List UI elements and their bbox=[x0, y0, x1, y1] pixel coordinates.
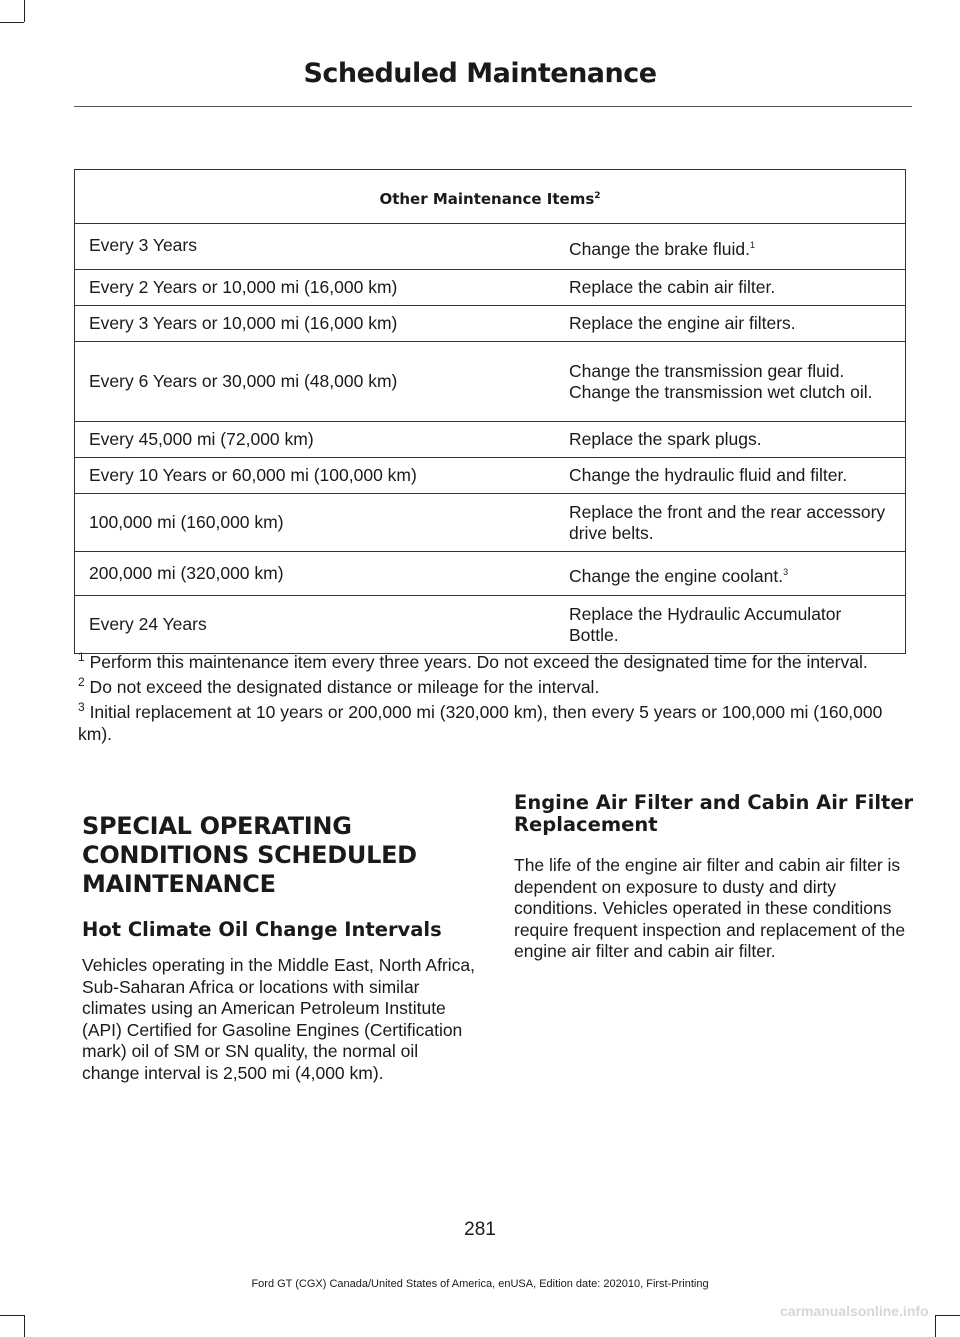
item-cell: Change the transmission gear fluid. Change the transmission wet clutch oil. bbox=[551, 342, 906, 422]
sub-heading: Engine Air Filter and Cabin Air Filter Replacement bbox=[514, 791, 914, 836]
item-cell bbox=[551, 552, 906, 596]
footnote-text: Perform this maintenance item every three years. Do not exceed the designated time for the interval. bbox=[89, 652, 868, 672]
interval-cell: Every 45,000 mi (72,000 km) bbox=[75, 422, 552, 458]
table-row bbox=[75, 306, 906, 342]
footnote-text: Initial replacement at 10 years or 200,000 mi (320,000 km), then every 5 years or 100,000 mi (160,000 km). bbox=[78, 702, 883, 744]
interval-cell: Every 6 Years or 30,000 mi (48,000 km) bbox=[75, 342, 552, 422]
crop-mark bbox=[935, 1315, 960, 1316]
title-divider bbox=[74, 106, 912, 107]
footnotes bbox=[78, 651, 908, 748]
footnote bbox=[78, 651, 908, 673]
page-number: 281 bbox=[464, 1219, 496, 1240]
item-text: Change the engine coolant. bbox=[569, 566, 784, 586]
crop-mark bbox=[24, 0, 25, 22]
item-cell: Replace the engine air filters. bbox=[551, 306, 906, 342]
table-row bbox=[75, 458, 906, 494]
item-footnote-ref: 1 bbox=[749, 240, 755, 251]
table-header bbox=[75, 170, 906, 224]
table-row bbox=[75, 270, 906, 306]
crop-mark bbox=[935, 1315, 936, 1337]
crop-mark bbox=[24, 1315, 25, 1337]
page-title: Scheduled Maintenance bbox=[303, 58, 657, 89]
interval-cell: Every 3 Years or 10,000 mi (16,000 km) bbox=[75, 306, 552, 342]
item-cell: Replace the cabin air filter. bbox=[551, 270, 906, 306]
item-footnote-ref: 3 bbox=[783, 567, 789, 578]
section-heading: SPECIAL OPERATING CONDITIONS SCHEDULED MAINTENANCE bbox=[82, 812, 417, 898]
item-cell: Change the hydraulic fluid and filter. bbox=[551, 458, 906, 494]
table-row bbox=[75, 422, 906, 458]
maintenance-table bbox=[74, 169, 906, 654]
right-column bbox=[514, 792, 914, 963]
table-row bbox=[75, 342, 906, 422]
table-row bbox=[75, 552, 906, 596]
interval-cell: Every 24 Years bbox=[75, 596, 552, 654]
watermark: carmanualsonline.info bbox=[780, 1303, 929, 1319]
footnote-text: Do not exceed the designated distance or mileage for the interval. bbox=[84, 677, 600, 697]
item-cell: Replace the Hydraulic Accumulator Bottle. bbox=[551, 596, 906, 654]
footnote bbox=[78, 701, 908, 745]
interval-cell: 200,000 mi (320,000 km) bbox=[75, 552, 552, 596]
interval-cell: Every 10 Years or 60,000 mi (100,000 km) bbox=[75, 458, 552, 494]
footnote-mark: 2 bbox=[78, 675, 85, 690]
table-row bbox=[75, 596, 906, 654]
crop-mark bbox=[0, 1315, 24, 1316]
body-paragraph: Vehicles operating in the Middle East, North Africa, Sub-Saharan Africa or locations with similar climates using an American Petroleum Institute (API) Certified for Gasoline Engines (Certification mark) oil of SM or SN quality, the normal oil change interval is 2,500 mi (4,000 km). bbox=[82, 955, 475, 1083]
table-row bbox=[75, 494, 906, 552]
item-text: Change the brake fluid. bbox=[569, 239, 750, 259]
edition-line: Ford GT (CGX) Canada/United States of America, enUSA, Edition date: 202010, First-Printing bbox=[251, 1278, 709, 1290]
left-column bbox=[82, 812, 480, 1084]
item-cell bbox=[551, 224, 906, 270]
footnote-mark: 1 bbox=[78, 650, 85, 665]
crop-mark bbox=[0, 22, 24, 23]
table-row bbox=[75, 224, 906, 270]
item-cell: Replace the spark plugs. bbox=[551, 422, 906, 458]
interval-cell: Every 2 Years or 10,000 mi (16,000 km) bbox=[75, 270, 552, 306]
body-paragraph: The life of the engine air filter and cabin air filter is dependent on exposure to dusty and dirty conditions. Vehicles operated in these conditions require frequent inspection and replacement of the engine air filter and cabin air filter. bbox=[514, 855, 906, 961]
item-cell: Replace the front and the rear accessory drive belts. bbox=[551, 494, 906, 552]
interval-cell: 100,000 mi (160,000 km) bbox=[75, 494, 552, 552]
footnote-mark: 3 bbox=[78, 700, 85, 715]
table-header-label: Other Maintenance Items bbox=[379, 190, 595, 208]
sub-heading: Hot Climate Oil Change Intervals bbox=[82, 918, 442, 941]
footnote bbox=[78, 676, 908, 698]
interval-cell: Every 3 Years bbox=[75, 224, 552, 270]
table-header-footnote-ref: 2 bbox=[594, 191, 601, 201]
